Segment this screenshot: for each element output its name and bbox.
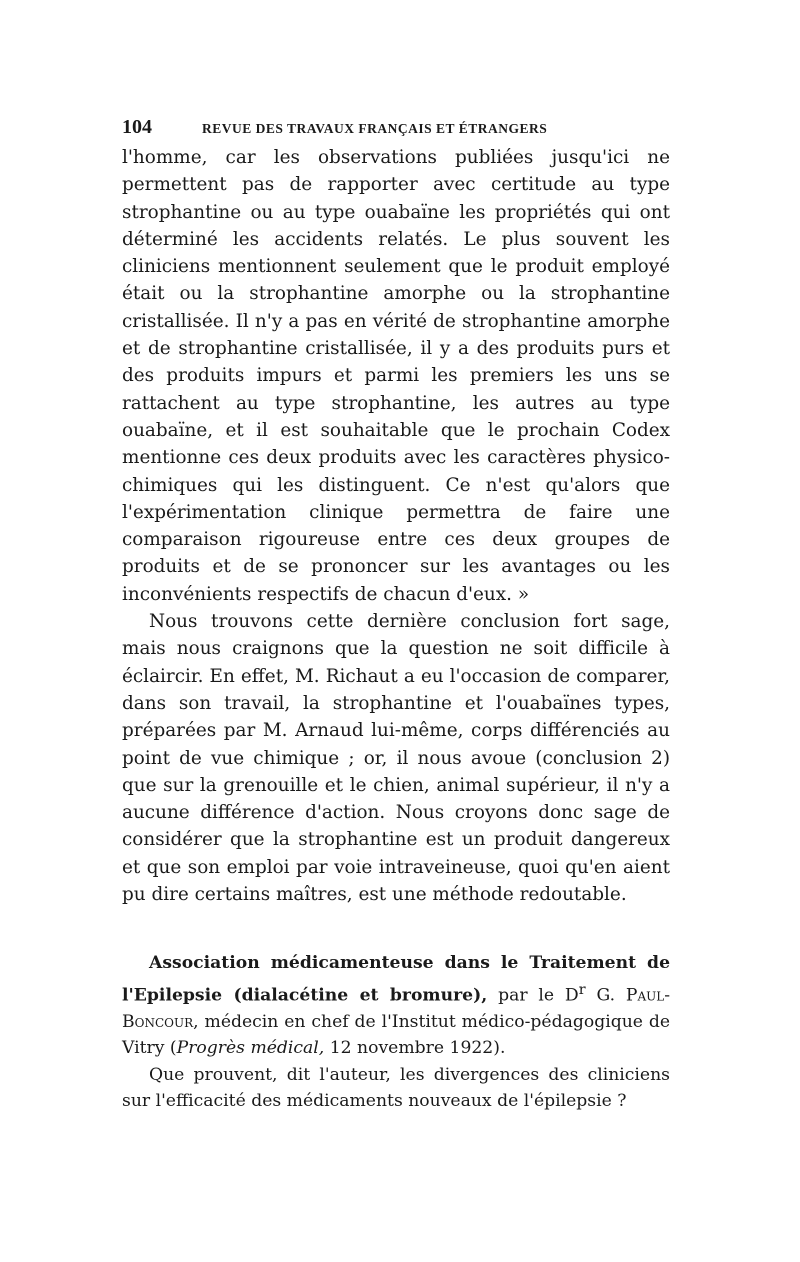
article-summary — [122, 950, 670, 1115]
article-title: Association médicamenteuse dans le Traitement de l'Epilepsie (dialacétine et bromure), — [122, 953, 670, 1006]
byline-prefix: par le D — [498, 985, 579, 1006]
byline-sup: r — [578, 981, 586, 998]
paragraph: l'homme, car les observations publiées jusqu'ici ne permettent pas de rapporter avec certitude au type strophantine ou au type ouabaïne les propriétés qui ont déterminé les accidents relatés. Le plus souvent les cliniciens mentionnent seulement que le produit employé était ou la strophantine amorphe ou la strophantine cristallisée. Il n'y a pas en vérité de strophantine amorphe et de strophantine cristallisée, il y a des produits purs et des produits impurs et parmi les premiers les uns se rattachent au type strophantine, les autres au type ouabaïne, et il est souhaitable que le prochain Codex mentionne ces deux produits avec les caractères physico-chimiques qui les distinguent. Ce n'est qu'alors que l'expérimentation clinique permettra de faire une comparaison rigoureuse entre ces deux groupes de produits et de se prononcer sur les avantages ou les inconvénients respectifs de chacun d'eux. » — [122, 147, 670, 605]
main-text — [122, 144, 670, 908]
citation-open: ( — [169, 1038, 177, 1059]
paragraph: Que prouvent, dit l'auteur, les divergences des cliniciens sur l'efficacité des médicaments nouveaux de l'épilepsie ? — [122, 1064, 670, 1112]
citation-date: 12 novembre 1922). — [329, 1038, 506, 1059]
article-heading — [122, 950, 670, 1062]
article-author: G. Paul-Boncour, — [122, 985, 671, 1032]
paragraph: Nous trouvons cette dernière conclusion fort sage, mais nous craignons que la question ne soit difficile à éclaircir. En effet, M. Richaut a eu l'occasion de comparer, dans son travail, la strophantine et l'ouabaïnes types, préparées par M. Arnaud lui-même, corps différenciés au point de vue chimique ; or, il nous avoue (conclusion 2) que sur la grenouille et le chien, animal supérieur, il n'y a aucune différence d'action. Nous croyons donc sage de considérer que la strophantine est un produit dangereux et que son emploi par voie intraveineuse, quoi qu'en aient pu dire certains maîtres, est une méthode redoutable. — [122, 611, 670, 906]
page-number: 104 — [122, 116, 152, 138]
running-title: REVUE DES TRAVAUX FRANÇAIS ET ÉTRANGERS — [202, 121, 548, 136]
page-header — [122, 116, 682, 139]
article-affiliation: médecin en chef de l'Institut médico-pédagogique de Vitry — [122, 1011, 671, 1059]
article-journal: Progrès médical, — [176, 1038, 325, 1059]
